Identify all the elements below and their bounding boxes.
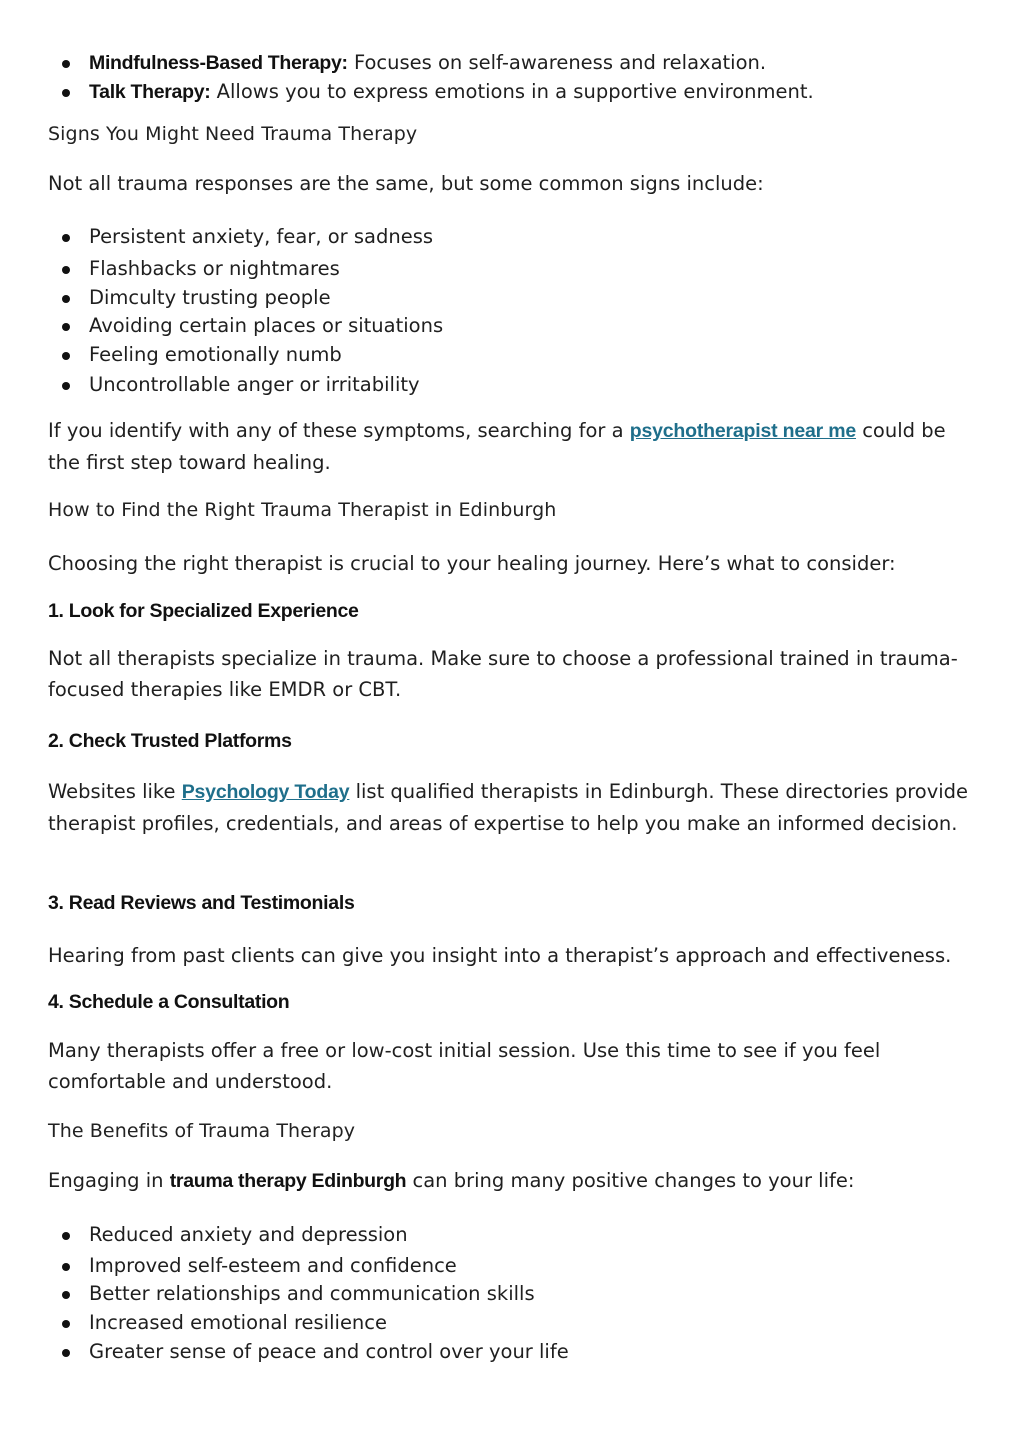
signs-list xyxy=(48,222,443,399)
list-item-text: Focuses on self-awareness and relaxation. xyxy=(347,51,767,74)
step-2-text: Websites like xyxy=(48,780,182,803)
psychotherapist-near-me-link[interactable]: psychotherapist near me xyxy=(629,420,857,442)
list-item-term: Talk Therapy: xyxy=(89,81,211,103)
list-item xyxy=(48,77,814,106)
step-2-text-end: list qualified therapists in Edinburgh. These directories provide therapist profiles, credentials, and areas of expertise to help you make an informed decision. xyxy=(48,780,969,835)
step-1-title: 1. Look for Specialized Experience xyxy=(48,600,359,622)
benefits-intro-text: Engaging in xyxy=(48,1169,170,1192)
therapy-types-list xyxy=(48,48,814,106)
signs-intro: Not all trauma responses are the same, but some common signs include: xyxy=(48,172,764,195)
list-item: Avoiding certain places or situations xyxy=(48,311,443,340)
signs-outro-text: If you identify with any of these symptoms, searching for a xyxy=(48,419,630,442)
step-1-body: Not all therapists specialize in trauma. Make sure to choose a professional trained in trauma-focused therapies like EMDR or CBT. xyxy=(48,647,958,701)
section-heading-signs: Signs You Might Need Trauma Therapy xyxy=(48,123,418,145)
step-4-body: Many therapists offer a free or low-cost initial session. Use this time to see if you feel comfortable and understood. xyxy=(48,1039,881,1093)
list-item xyxy=(48,48,814,77)
section-heading-benefits: The Benefits of Trauma Therapy xyxy=(48,1120,356,1142)
signs-outro-text-end: could be the first step toward healing. xyxy=(48,419,946,474)
list-item-term: Mindfulness-Based Therapy: xyxy=(89,52,348,74)
list-item: Better relationships and communication skills xyxy=(48,1279,569,1308)
step-2-body xyxy=(48,776,973,839)
list-item-text: Allows you to express emotions in a supportive environment. xyxy=(210,80,814,103)
list-item: Uncontrollable anger or irritability xyxy=(48,370,443,399)
list-item: Feeling emotionally numb xyxy=(48,340,443,370)
section-heading-find: How to Find the Right Trauma Therapist in Edinburgh xyxy=(48,499,557,521)
find-intro: Choosing the right therapist is crucial to your healing journey. Here’s what to consider: xyxy=(48,552,896,575)
list-item: Dimculty trusting people xyxy=(48,283,443,311)
signs-outro xyxy=(48,415,973,478)
list-item: Flashbacks or nightmares xyxy=(48,254,443,283)
benefits-intro-bold: trauma therapy Edinburgh xyxy=(169,1170,407,1192)
step-4-title: 4. Schedule a Consultation xyxy=(48,991,290,1013)
list-item: Increased emotional resilience xyxy=(48,1308,569,1337)
step-3-title: 3. Read Reviews and Testimonials xyxy=(48,892,355,914)
benefits-intro xyxy=(48,1165,973,1197)
benefits-list xyxy=(48,1220,569,1366)
step-2-title: 2. Check Trusted Platforms xyxy=(48,730,292,752)
psychology-today-link[interactable]: Psychology Today xyxy=(181,781,350,803)
list-item: Persistent anxiety, fear, or sadness xyxy=(48,222,443,254)
step-3-body: Hearing from past clients can give you insight into a therapist’s approach and effectiveness. xyxy=(48,944,952,967)
list-item: Greater sense of peace and control over your life xyxy=(48,1337,569,1366)
benefits-intro-text-end: can bring many positive changes to your life: xyxy=(406,1169,855,1192)
list-item: Reduced anxiety and depression xyxy=(48,1220,569,1251)
list-item: Improved self-esteem and confidence xyxy=(48,1251,569,1279)
